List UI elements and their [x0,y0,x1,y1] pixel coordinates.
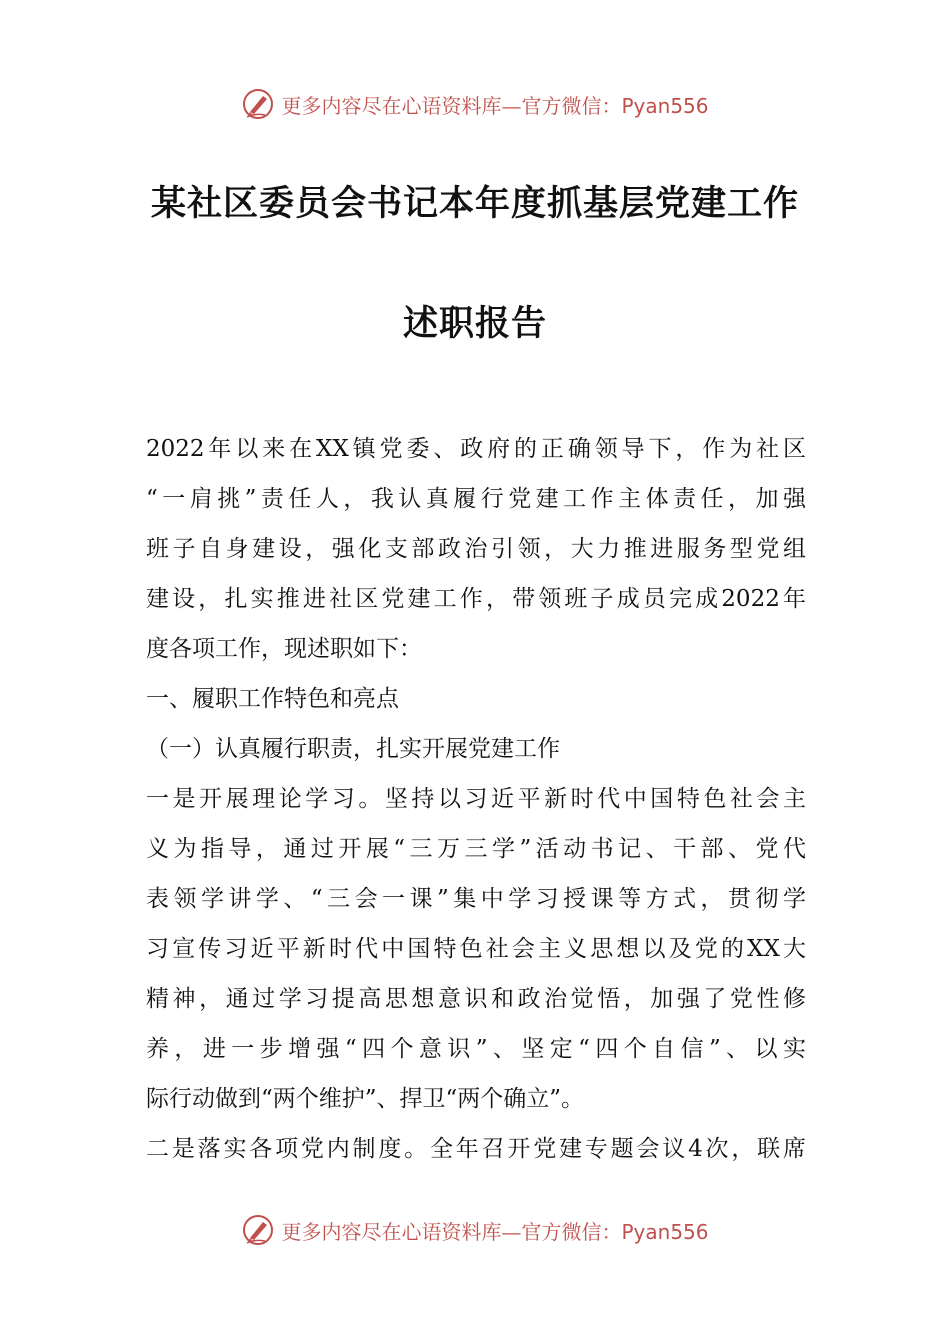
document-title-line-2: 述职报告 [402,303,547,344]
subsection-heading: （一）认真履行职责，扎实开展党建工作 [146,736,560,762]
pen-seal-logo-icon [241,87,275,121]
body-line: 一是开展理论学习。坚持以习近平新时代中国特色社会主 [146,786,806,812]
report-body [146,424,806,1174]
document-title-line-1: 某社区委员会书记本年度抓基层党建工作 [150,183,799,224]
body-line: 2022年以来在XX镇党委、政府的正确领导下，作为社区 [146,436,806,462]
wechat-id: Pyan556 [621,93,709,118]
wechat-id: Pyan556 [621,1219,709,1244]
pen-seal-logo-icon [241,1213,275,1247]
banner-label: 更多内容尽在心语资料库—官方微信： [281,93,622,118]
body-line: 养，进一步增强“四个意识”、坚定“四个自信”、以实 [146,1036,806,1062]
body-line: 际行动做到“两个维护”、捍卫“两个确立”。 [146,1086,585,1112]
footer-watermark-banner [0,1210,950,1250]
body-line: 二是落实各项党内制度。全年召开党建专题会议4次，联席 [146,1136,806,1162]
body-line: 建设，扎实推进社区党建工作，带领班子成员完成2022年 [146,586,806,612]
body-line: 习宣传习近平新时代中国特色社会主义思想以及党的XX大 [146,936,806,962]
section-heading: 一、履职工作特色和亮点 [146,686,399,712]
body-line: 表领学讲学、“三会一课”集中学习授课等方式，贯彻学 [146,886,806,912]
header-watermark-banner [0,84,950,124]
body-line: 班子自身建设，强化支部政治引领，大力推进服务型党组 [146,536,806,562]
body-line: 义为指导，通过开展“三万三学”活动书记、干部、党代 [146,836,806,862]
body-line: 精神，通过学习提高思想意识和政治觉悟，加强了党性修 [146,986,806,1012]
body-line: 度各项工作，现述职如下： [146,636,422,662]
banner-text [281,90,708,119]
banner-label: 更多内容尽在心语资料库—官方微信： [281,1219,622,1244]
banner-text [281,1216,708,1245]
body-line: “一肩挑”责任人，我认真履行党建工作主体责任，加强 [146,486,806,512]
